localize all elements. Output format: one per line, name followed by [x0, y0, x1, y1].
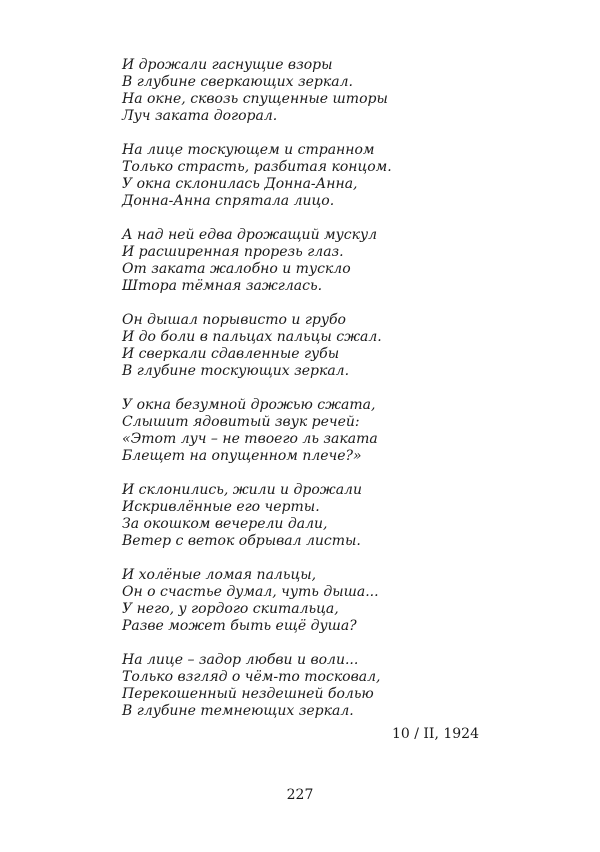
- stanza-6: [122, 482, 522, 550]
- poem-line: «Этот луч – не твоего ль заката: [122, 431, 378, 447]
- poem-line: Перекошенный нездешней болью: [122, 686, 374, 702]
- poem-line: Искривлённые его черты.: [122, 499, 320, 515]
- poem-line: Слышит ядовитый звук речей:: [122, 414, 360, 430]
- poem-line: Штора тёмная зажглась.: [122, 278, 323, 294]
- stanza-2: [122, 142, 522, 210]
- poem-line: А над ней едва дрожащий мускул: [122, 227, 378, 243]
- poem-line: В глубине темнеющих зеркал.: [122, 703, 354, 719]
- stanza-4: [122, 312, 522, 380]
- stanza-5: [122, 397, 522, 465]
- poem-line: И склонились, жили и дрожали: [122, 482, 362, 498]
- poem-line: Он о счастье думал, чуть дыша...: [122, 584, 379, 600]
- poem-line: Донна-Анна спрятала лицо.: [122, 193, 335, 209]
- poem-line: И расширенная прорезь глаз.: [122, 244, 344, 260]
- poem-line: У окна безумной дрожью сжата,: [122, 397, 376, 413]
- page-number: 227: [286, 787, 314, 803]
- poem-line: Разве может быть ещё душа?: [122, 618, 357, 634]
- poem-line: И дрожали гаснущие взоры: [122, 57, 333, 73]
- poem-line: И сверкали сдавленные губы: [122, 346, 340, 362]
- poem-line: На окне, сквозь спущенные шторы: [122, 91, 388, 107]
- poem-line: На лице – задор любви и воли...: [122, 652, 359, 668]
- poem-line: Только страсть, разбитая концом.: [122, 159, 392, 175]
- poem-line: У него, у гордого скитальца,: [122, 601, 339, 617]
- poem-line: От заката жалобно и тускло: [122, 261, 351, 277]
- poem-line: И до боли в пальцах пальцы сжал.: [122, 329, 382, 345]
- poem-line: Ветер с веток обрывал листы.: [122, 533, 361, 549]
- poem-date: 10 / II, 1924: [391, 726, 479, 742]
- poem-line: За окошком вечерели дали,: [122, 516, 328, 532]
- poem-line: Луч заката догорал.: [122, 108, 278, 124]
- poem-line: И холёные ломая пальцы,: [122, 567, 317, 583]
- poem-line: У окна склонилась Донна-Анна,: [122, 176, 358, 192]
- stanza-1: [122, 57, 522, 125]
- poem-line: Он дышал порывисто и грубо: [122, 312, 346, 328]
- poem-line: Только взгляд о чём-то тосковал,: [122, 669, 381, 685]
- stanza-8: [122, 652, 522, 720]
- poem-line: В глубине тоскующих зеркал.: [122, 363, 350, 379]
- poem-line: На лице тоскующем и странном: [122, 142, 375, 158]
- poem: [122, 57, 522, 737]
- stanza-7: [122, 567, 522, 635]
- poem-line: В глубине сверкающих зеркал.: [122, 74, 353, 90]
- stanza-3: [122, 227, 522, 295]
- poem-line: Блещет на опущенном плече?»: [122, 448, 362, 464]
